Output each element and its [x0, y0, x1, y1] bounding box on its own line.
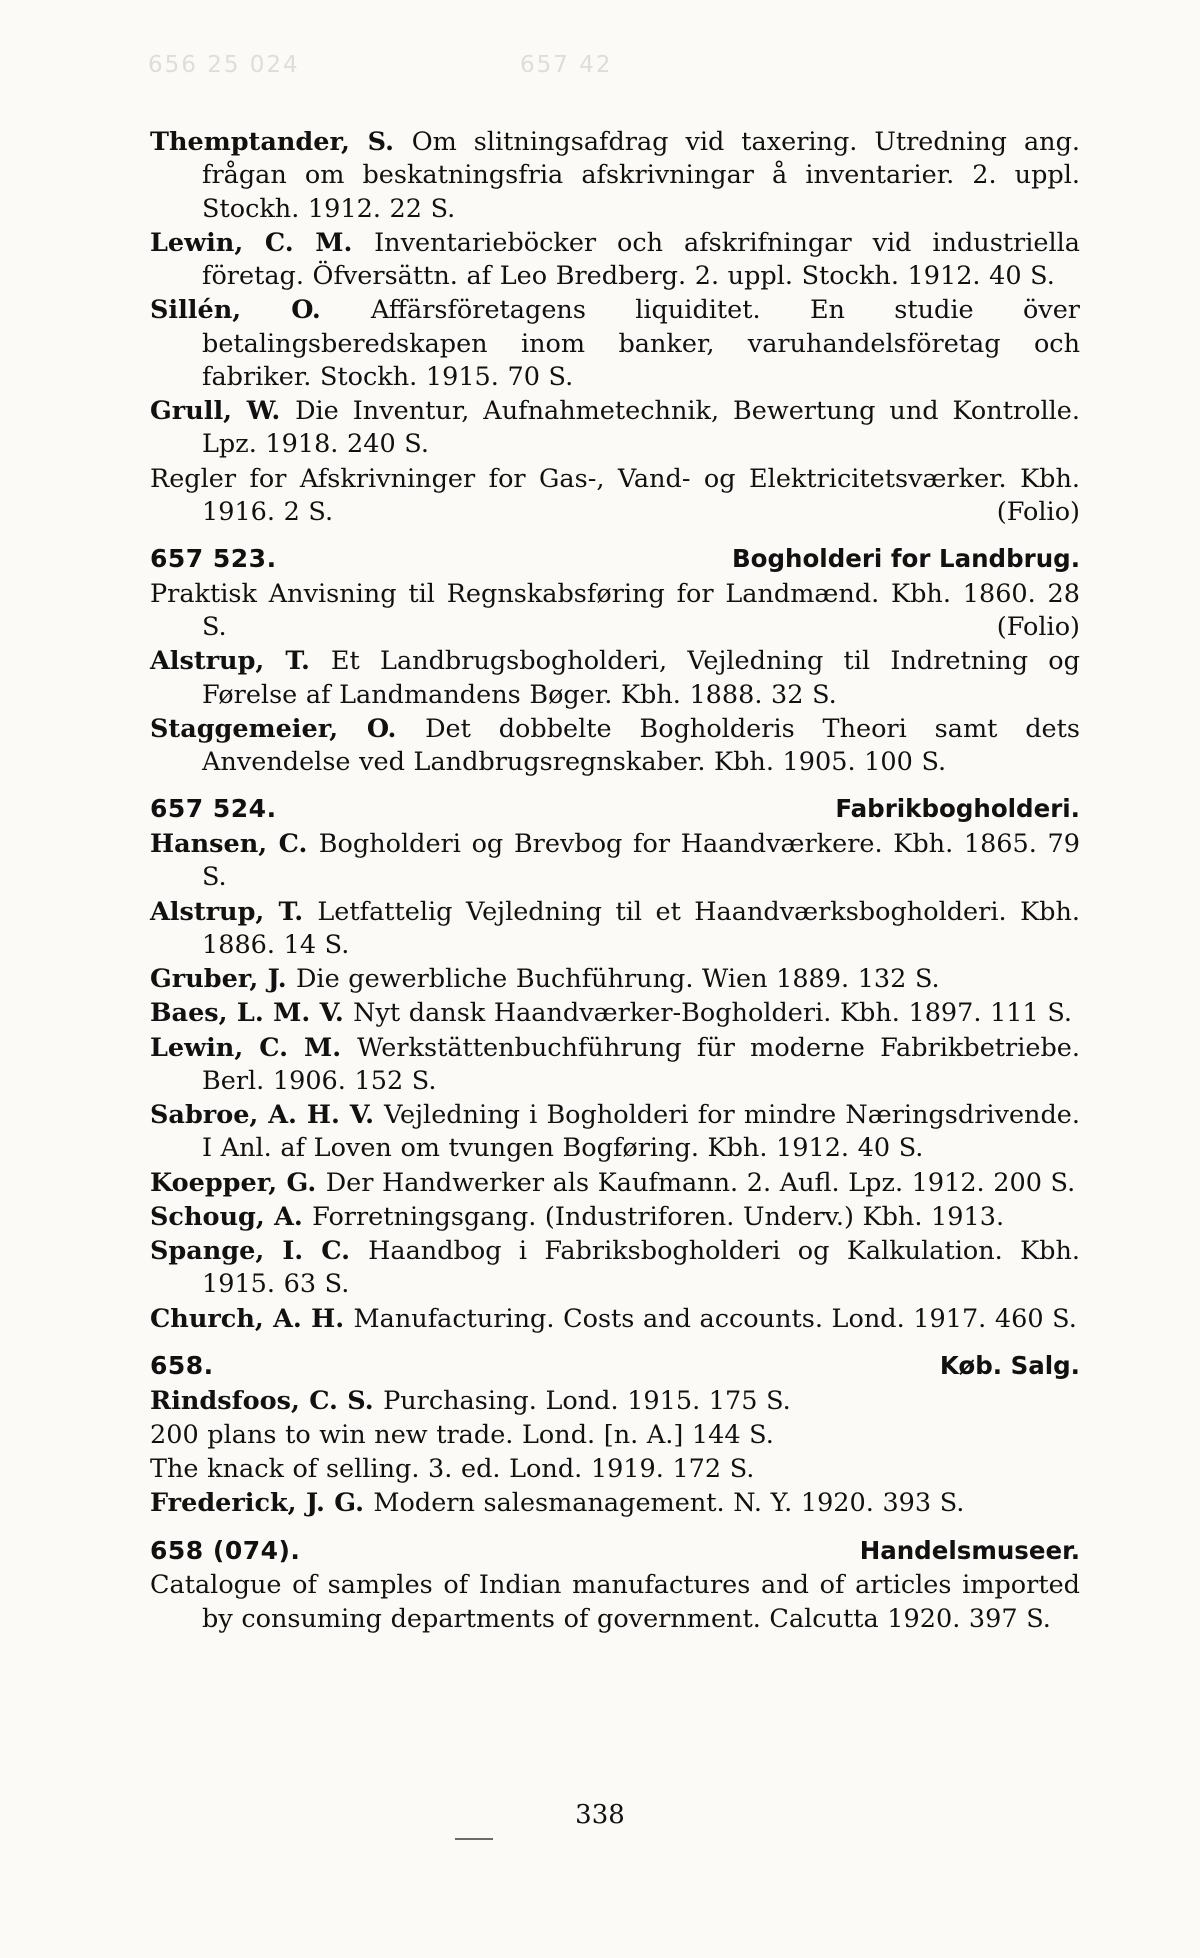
bibliography-entry [150, 828, 1080, 895]
section-heading: Bogholderi for Landbrug. [731, 544, 1080, 574]
bibliography-entry [150, 1419, 1080, 1452]
entry-author: Rindsfoos, C. S. [150, 1385, 384, 1416]
entry-author: Sabroe, A. H. V. [150, 1100, 384, 1131]
bibliography-entry [150, 395, 1080, 462]
bibliography-entry [150, 1099, 1080, 1166]
section-number: 658 (074). [150, 1535, 301, 1565]
bibliography-entry [150, 963, 1080, 996]
entry-text: Bogholderi og Brevbog for Haandværkere. Kbh. 1865. 79 S. [202, 829, 1080, 893]
entry-text: Modern salesmanagement. N. Y. 1920. 393 S. [373, 1488, 965, 1519]
entry-text: Vejledning i Bogholderi for mindre Næringsdrivende. I Anl. af Loven om tvungen Bogføring. Kbh. 1912. 40 S. [202, 1100, 1080, 1164]
entry-author: Grull, W. [150, 396, 296, 427]
entry-author: Lewin, C. M. [150, 1032, 358, 1063]
bibliography-entry [150, 1235, 1080, 1302]
entry-text: Haandbog i Fabriksbogholderi og Kalkulation. Kbh. 1915. 63 S. [202, 1236, 1081, 1300]
entry-text: Det dobbelte Bogholderis Theori samt dets Anvendelse ved Landbrugsregnskaber. Kbh. 1905. 100 S. [202, 713, 1080, 778]
bibliography-entry [150, 1453, 1080, 1486]
section-number: 657 524. [150, 794, 277, 824]
bibliography-entry [150, 1032, 1080, 1099]
entry-author: Sillén, O. [150, 295, 371, 326]
bibliography-entry [150, 997, 1080, 1030]
entry-text: Catalogue of samples of Indian manufactures and of articles imported by consuming departments of government. Calcutta 1920. 397 S. [150, 1570, 1080, 1634]
bibliography-entry [150, 1201, 1080, 1234]
entry-text: Et Landbrugsbogholderi, Vejledning til Indretning og Førelse af Landmandens Bøger. Kbh. 1888. 32 S. [202, 646, 1080, 710]
section-number: 657 523. [150, 544, 277, 574]
entry-author: Church, A. H. [150, 1303, 354, 1334]
section-heading: Køb. Salg. [939, 1351, 1080, 1381]
footer-rule [455, 1838, 493, 1840]
entry-author: Hansen, C. [150, 829, 319, 860]
entry-author: Alstrup, T. [150, 896, 318, 927]
entry-author: Frederick, J. G. [150, 1488, 374, 1519]
page-number: 338 [575, 1800, 625, 1830]
entry-text: Letfattelig Vejledning til et Haandværksbogholderi. Kbh. 1886. 14 S. [202, 896, 1080, 960]
faint-scan-mark: 656 25 024 [148, 52, 300, 78]
section-header [150, 543, 1080, 575]
entry-note: (Folio) [996, 496, 1080, 527]
bibliography-entry [150, 1167, 1080, 1200]
entry-text: Regler for Afskrivninger for Gas-, Vand- og Elektricitetsværker. Kbh. 1916. 2 S. [150, 463, 1080, 527]
bibliography-entry [150, 126, 1080, 226]
section-heading: Fabrikbogholderi. [835, 794, 1080, 824]
section-number: 658. [150, 1351, 214, 1381]
entry-text: Praktisk Anvisning til Regnskabsføring for Landmænd. Kbh. 1860. 28 S. [150, 578, 1080, 643]
entry-author: Spange, I. C. [150, 1236, 369, 1267]
bibliography-entry [150, 896, 1080, 963]
section-header [150, 793, 1080, 825]
entry-author: Alstrup, T. [150, 646, 331, 677]
entry-author: Baes, L. M. V. [150, 998, 354, 1029]
entry-author: Themptander, S. [150, 127, 412, 157]
bibliography-entry [150, 713, 1080, 780]
bibliography-entry [150, 463, 1080, 530]
bibliography-content [150, 126, 1080, 1637]
section-header [150, 1535, 1080, 1567]
entry-text: Manufacturing. Costs and accounts. Lond. 1917. 460 S. [353, 1303, 1077, 1334]
entry-text: The knack of selling. 3. ed. Lond. 1919. 172 S. [150, 1454, 755, 1485]
bibliography-entry [150, 1303, 1080, 1336]
entry-author: Schoug, A. [150, 1201, 313, 1232]
entry-text: Werkstättenbuchführung für moderne Fabrikbetriebe. Berl. 1906. 152 S. [202, 1032, 1080, 1096]
entry-text: Nyt dansk Haandværker-Bogholderi. Kbh. 1897. 111 S. [353, 998, 1073, 1029]
entry-text: 200 plans to win new trade. Lond. [n. A.] 144 S. [150, 1419, 774, 1450]
entry-author: Staggemeier, O. [150, 713, 426, 744]
entry-text: Om slitningsafdrag vid taxering. Utredning ang. frågan om beskatningsfria afskrivningar å inventarier. 2. uppl. Stockh. 1912. 22 S. [202, 127, 1081, 224]
bibliography-entry [150, 227, 1080, 294]
bibliography-entry [150, 1569, 1080, 1636]
entry-note: (Folio) [996, 612, 1080, 643]
bibliography-entry [150, 294, 1080, 394]
section-header [150, 1350, 1080, 1382]
entry-text: Inventarieböcker och afskrifningar vid industriella företag. Öfversättn. af Leo Bredberg. 2. uppl. Stockh. 1912. 40 S. [202, 227, 1080, 292]
section-heading: Handelsmuseer. [859, 1535, 1080, 1565]
entry-text: Die gewerbliche Buchführung. Wien 1889. 132 S. [295, 964, 940, 995]
bibliography-entry [150, 1487, 1080, 1520]
entry-author: Lewin, C. M. [150, 227, 375, 258]
entry-text: Die Inventur, Aufnahmetechnik, Bewertung und Kontrolle. Lpz. 1918. 240 S. [202, 396, 1080, 460]
bibliography-entry [150, 1385, 1080, 1418]
bibliography-entry [150, 578, 1080, 645]
entry-author: Gruber, J. [150, 964, 296, 995]
bibliography-entry [150, 645, 1080, 712]
faint-scan-mark-secondary: 657 42 [520, 52, 613, 78]
entry-author: Koepper, G. [150, 1167, 326, 1198]
entry-text: Forretningsgang. (Industriforen. Underv.) Kbh. 1913. [312, 1201, 1005, 1232]
entry-text: Der Handwerker als Kaufmann. 2. Aufl. Lpz. 1912. 200 S. [325, 1167, 1076, 1198]
entry-text: Purchasing. Lond. 1915. 175 S. [383, 1385, 791, 1416]
entry-text: Affärsföretagens liquiditet. En studie över betalingsberedskapen inom banker, varuhandelsföretag och fabriker. Stockh. 1915. 70 S. [202, 295, 1080, 392]
